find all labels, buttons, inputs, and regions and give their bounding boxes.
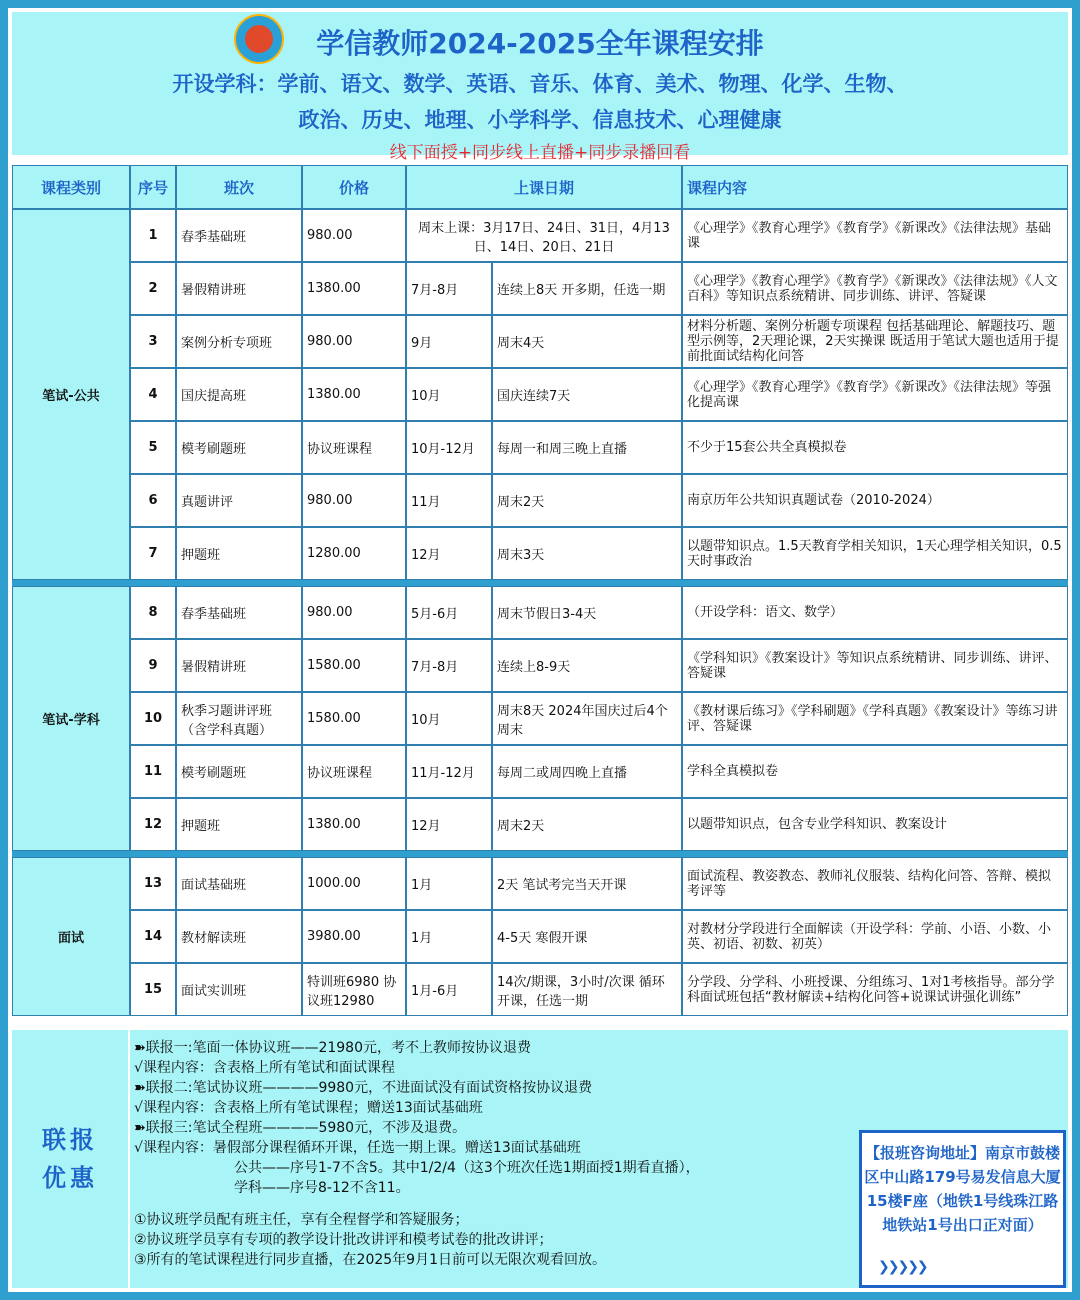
- class-month: 1月-6月: [406, 963, 492, 1016]
- class-price: 1000.00: [302, 857, 406, 910]
- promotion-label: [12, 1030, 130, 1288]
- promo-line: ➽联报二:笔试协议班————9980元，不进面试没有面试资格按协议退费: [134, 1080, 593, 1096]
- class-price: 980.00: [302, 474, 406, 527]
- class-price: 1380.00: [302, 798, 406, 851]
- class-name: 押题班: [176, 527, 302, 580]
- class-month: 12月: [406, 527, 492, 580]
- class-schedule: 周末上课：3月17日、24日、31日，4月13日、14日、20日、21日: [406, 209, 682, 262]
- class-month: 10月-12月: [406, 421, 492, 474]
- table-row: [12, 368, 1068, 421]
- class-content: 《心理学》《教育心理学》《教育学》《新课改》《法律法规》等强化提高课: [682, 368, 1068, 421]
- header-category: 课程类别: [12, 165, 130, 209]
- class-content: 南京历年公共知识真题试卷（2010-2024）: [682, 474, 1068, 527]
- table-row: [12, 262, 1068, 315]
- class-schedule: 2天 笔试考完当天开课: [492, 857, 682, 910]
- promo-line: ➽联报三:笔试全程班————5980元，不涉及退费。: [134, 1120, 467, 1136]
- promo-note: ①协议班学员配有班主任，享有全程督学和答疑服务；: [134, 1212, 469, 1228]
- promotion-label-line1: 联报: [42, 1126, 98, 1154]
- class-price: 980.00: [302, 315, 406, 368]
- class-month: 1月: [406, 857, 492, 910]
- class-name: 模考刷题班: [176, 745, 302, 798]
- class-price: 980.00: [302, 209, 406, 262]
- chevrons-icon: ❯❯❯❯❯: [878, 1259, 927, 1275]
- table-row: [12, 910, 1068, 963]
- class-content: 对教材分学段进行全面解读（开设学科：学前、小语、小数、小英、初语、初数、初英）: [682, 910, 1068, 963]
- row-number: 7: [130, 527, 176, 580]
- table-row: [12, 209, 1068, 262]
- class-price: 协议班课程: [302, 421, 406, 474]
- class-name: 国庆提高班: [176, 368, 302, 421]
- class-month: 7月-8月: [406, 262, 492, 315]
- class-content: （开设学科：语文、数学）: [682, 586, 1068, 639]
- row-number: 5: [130, 421, 176, 474]
- class-content: 以题带知识点。1.5天教育学相关知识，1天心理学相关知识，0.5天时事政治: [682, 527, 1068, 580]
- class-price: 1280.00: [302, 527, 406, 580]
- row-number: 3: [130, 315, 176, 368]
- table-row: [12, 421, 1068, 474]
- class-content: 以题带知识点，包含专业学科知识、教案设计: [682, 798, 1068, 851]
- class-schedule: 周末3天: [492, 527, 682, 580]
- class-price: 特训班6980 协议班12980: [302, 963, 406, 1016]
- class-schedule: 每周二或周四晚上直播: [492, 745, 682, 798]
- class-name: 案例分析专项班: [176, 315, 302, 368]
- table-row: [12, 963, 1068, 1016]
- class-month: 11月: [406, 474, 492, 527]
- class-content: 面试流程、教姿教态、教师礼仪服装、结构化问答、答辩、模拟考评等: [682, 857, 1068, 910]
- header-class: 班次: [176, 165, 302, 209]
- class-schedule: 周末4天: [492, 315, 682, 368]
- promo-note: ③所有的笔试课程进行同步直播，在2025年9月1日前可以无限次观看回放。: [134, 1252, 606, 1268]
- class-schedule: 周末2天: [492, 474, 682, 527]
- class-price: 协议班课程: [302, 745, 406, 798]
- class-name: 真题讲评: [176, 474, 302, 527]
- class-schedule: 周末8天 2024年国庆过后4个周末: [492, 692, 682, 745]
- class-price: 3980.00: [302, 910, 406, 963]
- header-content: 课程内容: [682, 165, 1068, 209]
- table-row: [12, 474, 1068, 527]
- class-content: 分学段、分学科、小班授课、分组练习、1对1考核指导。部分学科面试班包括“教材解读+结构化问答+说课试讲强化训练”: [682, 963, 1068, 1016]
- class-month: 12月: [406, 798, 492, 851]
- table-row: [12, 586, 1068, 639]
- table-row: [12, 527, 1068, 580]
- class-price: 1380.00: [302, 262, 406, 315]
- row-number: 10: [130, 692, 176, 745]
- promo-line: 公共——序号1-7不含5。其中1/2/4（这3个班次任选1期面授1期看直播），: [234, 1160, 700, 1176]
- class-month: 1月: [406, 910, 492, 963]
- table-row: [12, 745, 1068, 798]
- row-number: 13: [130, 857, 176, 910]
- class-schedule: 4-5天 寒假开课: [492, 910, 682, 963]
- class-name: 面试实训班: [176, 963, 302, 1016]
- class-content: 《教材课后练习》《学科刷题》《学科真题》《教案设计》等练习讲评、答疑课: [682, 692, 1068, 745]
- class-name: 春季基础班: [176, 586, 302, 639]
- class-name: 暑假精讲班: [176, 262, 302, 315]
- course-table: [12, 165, 1068, 1016]
- category-written-subject: 笔试-学科: [12, 586, 130, 851]
- table-row: [12, 798, 1068, 851]
- promo-line: √课程内容：含表格上所有笔试课程；赠送13面试基础班: [134, 1100, 483, 1116]
- promo-line: √课程内容：暑假部分课程循环开课，任选一期上课。赠送13面试基础班: [134, 1140, 581, 1156]
- table-row: [12, 692, 1068, 745]
- page-title: 学信教师2024-2025全年课程安排: [316, 27, 764, 60]
- row-number: 15: [130, 963, 176, 1016]
- class-schedule: 周末2天: [492, 798, 682, 851]
- class-content: 材料分析题、案例分析题专项课程 包括基础理论、解题技巧、题型示例等，2天理论课，2天实操课 既适用于笔试大题也适用于提前批面试结构化问答: [682, 315, 1068, 368]
- table-row: [12, 315, 1068, 368]
- header-schedule: 上课日期: [406, 165, 682, 209]
- class-content: 《心理学》《教育心理学》《教育学》《新课改》《法律法规》《人文百科》等知识点系统精讲、同步训练、讲评、答疑课: [682, 262, 1068, 315]
- class-name: 春季基础班: [176, 209, 302, 262]
- promo-line: 学科——序号8-12不含11。: [234, 1180, 410, 1196]
- table-header-row: [12, 165, 1068, 209]
- class-month: 10月: [406, 692, 492, 745]
- row-number: 4: [130, 368, 176, 421]
- row-number: 8: [130, 586, 176, 639]
- class-name: 模考刷题班: [176, 421, 302, 474]
- class-schedule: 连续上8-9天: [492, 639, 682, 692]
- address-text: 【报班咨询地址】南京市鼓楼区中山路179号易发信息大厦15楼F座（地铁1号线珠江路地铁站1号出口正对面）: [864, 1144, 1061, 1234]
- row-number: 9: [130, 639, 176, 692]
- promotion-details: [134, 1038, 834, 1270]
- class-name: 暑假精讲班: [176, 639, 302, 692]
- promotion-section: [12, 1030, 1068, 1288]
- row-number: 2: [130, 262, 176, 315]
- class-schedule: 每周一和周三晚上直播: [492, 421, 682, 474]
- promo-line: ➽联报一:笔面一体协议班——21980元，考不上教师按协议退费: [134, 1040, 531, 1056]
- class-name: 秋季习题讲评班（含学科真题）: [176, 692, 302, 745]
- class-month: 10月: [406, 368, 492, 421]
- class-month: 5月-6月: [406, 586, 492, 639]
- row-number: 14: [130, 910, 176, 963]
- category-interview: 面试: [12, 857, 130, 1016]
- class-price: 980.00: [302, 586, 406, 639]
- row-number: 11: [130, 745, 176, 798]
- header-price: 价格: [302, 165, 406, 209]
- header-number: 序号: [130, 165, 176, 209]
- promo-note: ②协议班学员享有专项的教学设计批改讲评和模考试卷的批改讲评；: [134, 1232, 553, 1248]
- promotion-label-line2: 优惠: [42, 1164, 98, 1192]
- class-content: 不少于15套公共全真模拟卷: [682, 421, 1068, 474]
- subjects-line-1: 开设学科：学前、语文、数学、英语、音乐、体育、美术、物理、化学、生物、: [172, 72, 908, 96]
- class-content: 《心理学》《教育心理学》《教育学》《新课改》《法律法规》基础课: [682, 209, 1068, 262]
- promo-line: √课程内容：含表格上所有笔试和面试课程: [134, 1060, 395, 1076]
- class-price: 1580.00: [302, 692, 406, 745]
- row-number: 12: [130, 798, 176, 851]
- class-schedule: 周末节假日3-4天: [492, 586, 682, 639]
- class-schedule: 14次/期课，3小时/次课 循环开课，任选一期: [492, 963, 682, 1016]
- class-price: 1380.00: [302, 368, 406, 421]
- class-name: 面试基础班: [176, 857, 302, 910]
- class-name: 教材解读班: [176, 910, 302, 963]
- class-content: 学科全真模拟卷: [682, 745, 1068, 798]
- class-month: 9月: [406, 315, 492, 368]
- address-box: [859, 1130, 1066, 1288]
- class-price: 1580.00: [302, 639, 406, 692]
- class-schedule: 连续上8天 开多期，任选一期: [492, 262, 682, 315]
- subjects-line-2: 政治、历史、地理、小学科学、信息技术、心理健康: [298, 108, 782, 132]
- teaching-mode: 线下面授+同步线上直播+同步录播回看: [389, 143, 691, 163]
- category-written-public: 笔试-公共: [12, 209, 130, 580]
- table-row: [12, 639, 1068, 692]
- table-row: [12, 857, 1068, 910]
- row-number: 1: [130, 209, 176, 262]
- page-header: [12, 12, 1068, 163]
- class-month: 7月-8月: [406, 639, 492, 692]
- class-name: 押题班: [176, 798, 302, 851]
- class-content: 《学科知识》《教案设计》等知识点系统精讲、同步训练、讲评、答疑课: [682, 639, 1068, 692]
- class-schedule: 国庆连续7天: [492, 368, 682, 421]
- class-month: 11月-12月: [406, 745, 492, 798]
- row-number: 6: [130, 474, 176, 527]
